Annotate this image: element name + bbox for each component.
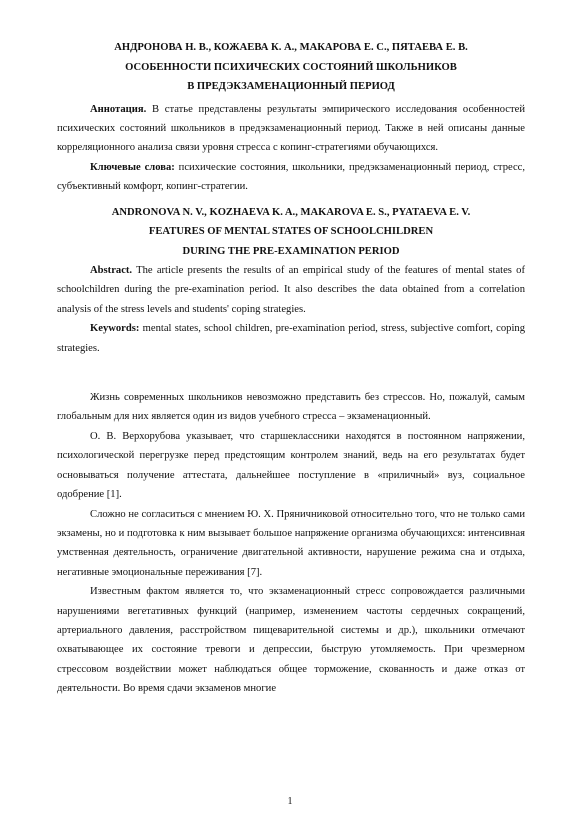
- body-paragraph-3: Сложно не согласиться с мнением Ю. Х. Пряничниковой относительно того, что не только сами экзамены, но и подготовка к ним вызывает большое напряжение организма обучающихся: интенсивная умственная деятельность, ограничение двигательной активности, нарушение режима сна и отдыха, негативные эмоциональные переживания [7].: [57, 508, 525, 578]
- en-abstract-text: The article presents the results of an empirical study of the features of mental states of schoolchildren during the pre-examination period. It also describes the data obtained from a correlation analysis of the stress levels and students' coping strategies.: [57, 265, 525, 315]
- ru-abstract-text: В статье представлены результаты эмпирического исследования особенностей психических состояний школьников в предэкзаменационный период. Также в ней описаны данные корреляционного анализа связи уровня стресса с копинг-стратегиями обучающихся.: [57, 103, 525, 154]
- ru-title-line-2: В ПРЕДЭКЗАМЕНАЦИОННЫЙ ПЕРИОД: [187, 81, 395, 92]
- en-keywords: [57, 319, 525, 358]
- ru-abstract: [57, 100, 525, 158]
- en-keywords-text: mental states, school children, pre-examination period, stress, subjective comfort, coping strategies.: [57, 323, 525, 354]
- body-paragraph-4: Известным фактом является то, что экзаменационный стресс сопровождается различными нарушениями вегетативных функций (например, изменением частоты сердечных сокращений, артериального давления, расстройством пищеварительной системы и др.), школьники отмечают охватывающее их состояние тревоги и депрессии, быструю утомляемость. При чрезмерном стрессовом воздействии может наблюдаться общее торможение, скованность и даже отказ от деятельности. Во время сдачи экзаменов многие: [57, 586, 525, 695]
- ru-keywords-label: Ключевые слова:: [90, 161, 175, 173]
- ru-abstract-label: Аннотация.: [90, 103, 147, 115]
- en-abstract: [57, 261, 525, 319]
- en-authors: ANDRONOVA N. V., KOZHAEVA K. A., MAKAROVA E. S., PYATAEVA E. V.: [111, 206, 471, 218]
- en-title-line-1: FEATURES OF MENTAL STATES OF SCHOOLCHILDREN: [148, 226, 434, 238]
- en-abstract-label: Abstract.: [90, 265, 133, 277]
- ru-keywords-text: психические состояния, школьники, предэкзаменационный период, стресс, субъективный комфорт, копинг-стратегии.: [57, 161, 526, 193]
- en-title-line-2: DURING THE PRE-EXAMINATION PERIOD: [182, 245, 400, 257]
- page-number: 1: [287, 796, 293, 807]
- body-paragraph-2: О. В. Верхорубова указывает, что старшеклассники находятся в постоянном напряжении, психологической перегрузке перед предстоящим контролем знаний, ведь на его результатах будет основываться получение аттестата, дальнейшее поступление в «приличный» вуз, социальное одобрение [1].: [57, 430, 525, 501]
- en-keywords-label: Keywords:: [90, 323, 140, 335]
- ru-title-line-1: ОСОБЕННОСТИ ПСИХИЧЕСКИХ СОСТОЯНИЙ ШКОЛЬНИКОВ: [125, 61, 457, 73]
- ru-authors: АНДРОНОВА Н. В., КОЖАЕВА К. А., МАКАРОВА Е. С., ПЯТАЕВА Е. В.: [114, 42, 468, 53]
- body-paragraph-1: Жизнь современных школьников невозможно представить без стрессов. Но, пожалуй, самым глобальным для них является один из видов учебного стресса – экзаменационный.: [57, 392, 525, 423]
- ru-keywords: [57, 158, 525, 197]
